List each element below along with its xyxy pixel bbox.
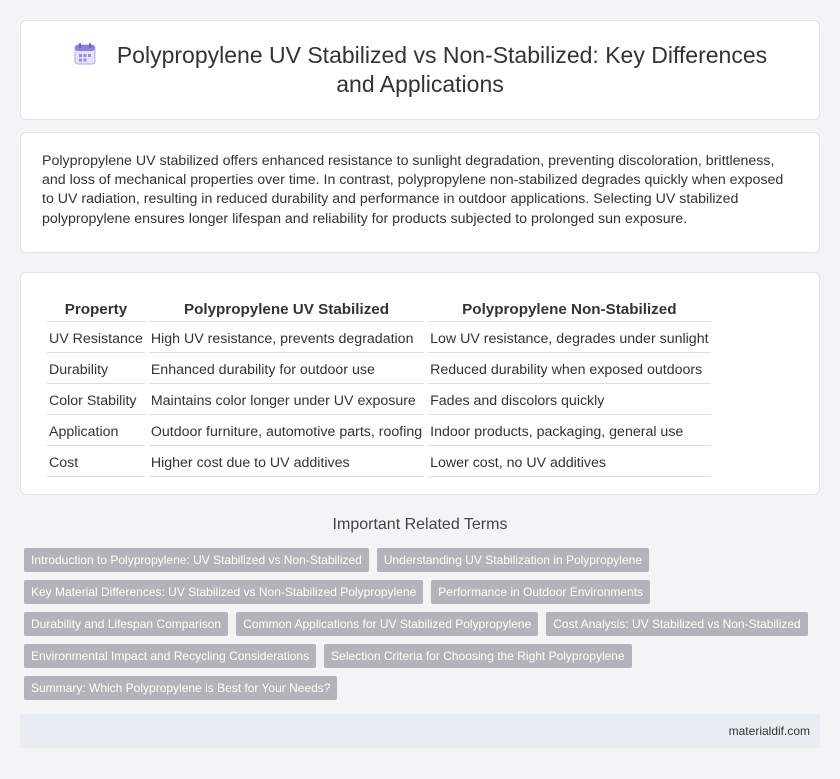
table-cell: High UV resistance, prevents degradation — [149, 324, 424, 353]
table-cell: Reduced durability when exposed outdoors — [428, 355, 710, 384]
page-title-wrap — [61, 41, 779, 99]
table-row — [47, 417, 711, 446]
table-row — [47, 386, 711, 415]
footer — [20, 714, 820, 748]
calendar-icon — [73, 42, 97, 66]
title-card — [20, 20, 820, 120]
table-cell: Maintains color longer under UV exposure — [149, 386, 424, 415]
related-term-link[interactable]: Understanding UV Stabilization in Polypropylene — [377, 548, 649, 572]
header-uv-stabilized: Polypropylene UV Stabilized — [149, 296, 424, 322]
comparison-card — [20, 272, 820, 495]
related-term-link[interactable]: Common Applications for UV Stabilized Polypropylene — [236, 612, 538, 636]
table-row — [47, 448, 711, 477]
footer-site[interactable]: materialdif.com — [728, 724, 810, 738]
related-term-link[interactable]: Introduction to Polypropylene: UV Stabilized vs Non-Stabilized — [24, 548, 369, 572]
tag-row — [24, 612, 824, 636]
tag-row — [24, 548, 824, 572]
related-term-link[interactable]: Environmental Impact and Recycling Considerations — [24, 644, 316, 668]
table-cell: Durability — [47, 355, 145, 384]
comparison-table — [43, 294, 715, 479]
intro-text: Polypropylene UV stabilized offers enhanced resistance to sunlight degradation, preventing discoloration, brittleness, and loss of mechanical properties over time. In contrast, polypropylene non-stabilized degrades quickly when exposed to UV radiation, resulting in reduced durability and performance in outdoor applications. Selecting UV stabilized polypropylene ensures longer lifespan and reliability for products subjected to prolonged sun exposure. — [42, 153, 784, 227]
related-term-link[interactable]: Cost Analysis: UV Stabilized vs Non-Stabilized — [546, 612, 807, 636]
related-term-link[interactable]: Durability and Lifespan Comparison — [24, 612, 228, 636]
related-terms-list — [24, 548, 824, 708]
related-term-link[interactable]: Key Material Differences: UV Stabilized vs Non-Stabilized Polypropylene — [24, 580, 423, 604]
table-header-row — [47, 296, 711, 322]
table-cell: Outdoor furniture, automotive parts, roofing — [149, 417, 424, 446]
related-term-link[interactable]: Summary: Which Polypropylene is Best for Your Needs? — [24, 676, 337, 700]
related-terms-title: Important Related Terms — [332, 516, 508, 533]
table-cell: Low UV resistance, degrades under sunlight — [428, 324, 710, 353]
table-row — [47, 324, 711, 353]
header-non-stabilized: Polypropylene Non-Stabilized — [428, 296, 710, 322]
table-cell: Higher cost due to UV additives — [149, 448, 424, 477]
tag-row — [24, 676, 824, 700]
header-property: Property — [47, 296, 145, 322]
table-cell: Enhanced durability for outdoor use — [149, 355, 424, 384]
tag-row — [24, 644, 824, 668]
table-row — [47, 355, 711, 384]
table-cell: Application — [47, 417, 145, 446]
table-cell: UV Resistance — [47, 324, 145, 353]
related-term-link[interactable]: Selection Criteria for Choosing the Right Polypropylene — [324, 644, 632, 668]
page-title: Polypropylene UV Stabilized vs Non-Stabilized: Key Differences and Applications — [116, 42, 768, 97]
table-cell: Indoor products, packaging, general use — [428, 417, 710, 446]
table-cell: Fades and discolors quickly — [428, 386, 710, 415]
tag-row — [24, 580, 824, 604]
table-cell: Cost — [47, 448, 145, 477]
table-cell: Color Stability — [47, 386, 145, 415]
table-cell: Lower cost, no UV additives — [428, 448, 710, 477]
related-term-link[interactable]: Performance in Outdoor Environments — [431, 580, 650, 604]
intro-card — [20, 132, 820, 253]
